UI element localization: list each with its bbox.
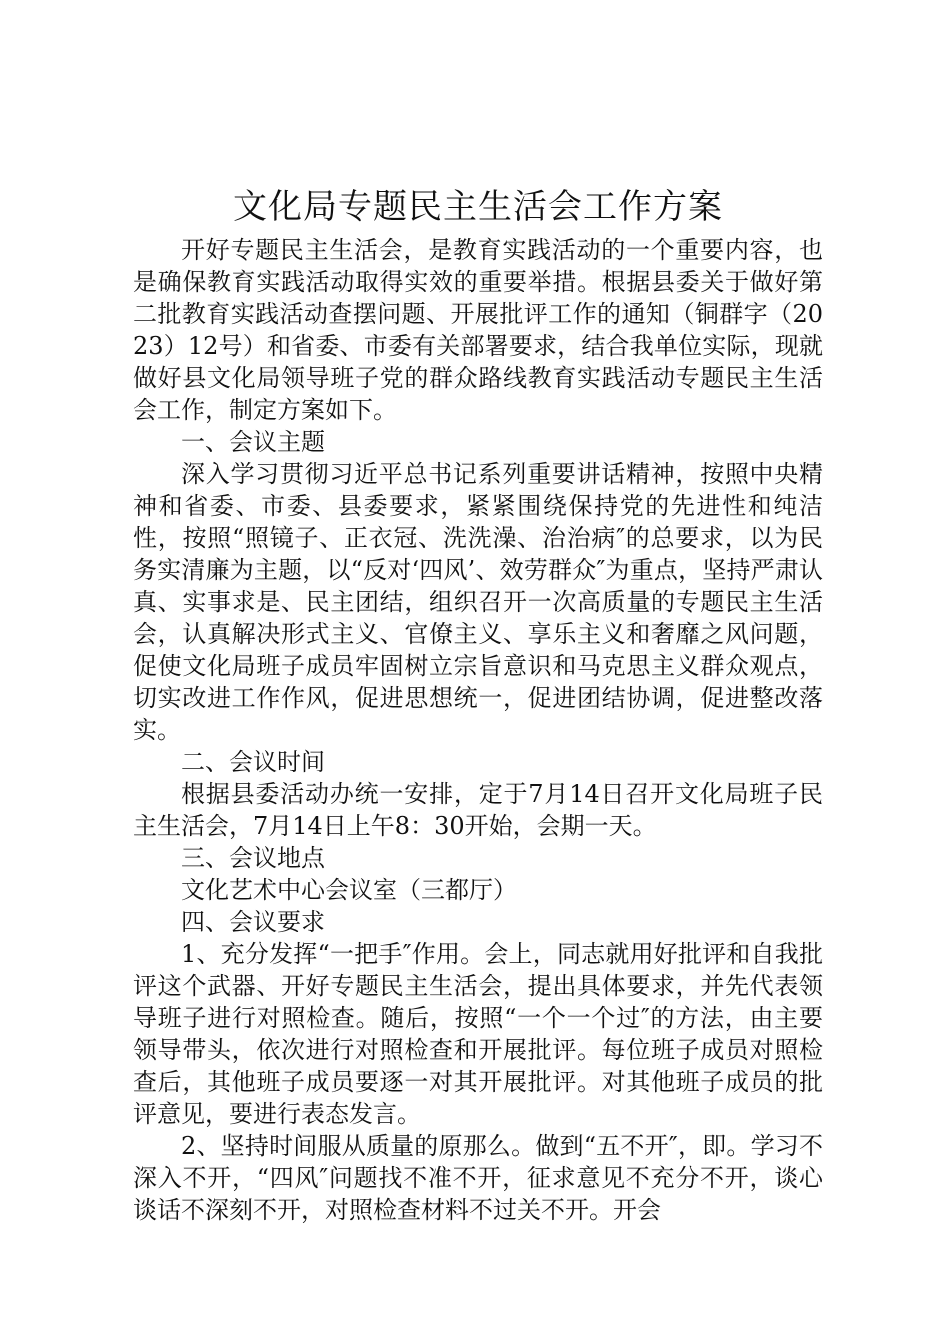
section-4-item-1: 1、充分发挥“一把手″作用。会上，同志就用好批评和自我批评这个武器、开好专题民主生活会，提出具体要求，并先代表领导班子进行对照检查。随后，按照“一个一个过″的方法，由主要领导带头，依次进行对照检查和开展批评。每位班子成员对照检查后，其他班子成员要逐一对其开展批评。对其他班子成员的批评意见，要进行表态发言。 xyxy=(133,940,823,1128)
section-1-body: 深入学习贯彻习近平总书记系列重要讲话精神，按照中央精神和省委、市委、县委要求，紧紧围绕保持党的先进性和纯洁性，按照“照镜子、正衣冠、洗洗澡、治治病″的总要求，以为民务实清廉为主题，以“反对‘四风’、效劳群众″为重点，坚持严肃认真、实事求是、民主团结，组织召开一次高质量的专题民主生活会，认真解决形式主义、官僚主义、享乐主义和奢靡之风问题，促使文化局班子成员牢固树立宗旨意识和马克思主义群众观点，切实改进工作作风，促进思想统一，促进团结协调，促进整改落实。 xyxy=(133,460,823,744)
section-3-body: 文化艺术中心会议室（三都厅） xyxy=(181,876,517,904)
section-2-heading: 二、会议时间 xyxy=(181,748,325,776)
section-4-item-2: 2、坚持时间服从质量的原那么。做到“五不开″，即。学习不深入不开，“四风″问题找不准不开，征求意见不充分不开，谈心谈话不深刻不开，对照检查材料不过关不开。开会 xyxy=(133,1132,823,1224)
section-4-heading: 四、会议要求 xyxy=(181,908,325,936)
intro-paragraph: 开好专题民主生活会，是教育实践活动的一个重要内容，也是确保教育实践活动取得实效的重要举措。根据县委关于做好第二批教育实践活动查摆问题、开展批评工作的通知（铜群字（2023）12号）和省委、市委有关部署要求，结合我单位实际，现就做好县文化局领导班子党的群众路线教育实践活动专题民主生活会工作，制定方案如下。 xyxy=(133,236,823,424)
document-page xyxy=(133,180,823,1226)
section-1-heading: 一、会议主题 xyxy=(181,428,325,456)
section-2-body: 根据县委活动办统一安排，定于7月14日召开文化局班子民主生活会，7月14日上午8：30开始，会期一天。 xyxy=(133,780,823,840)
document-title: 文化局专题民主生活会工作方案 xyxy=(233,187,723,227)
section-3-heading: 三、会议地点 xyxy=(181,844,325,872)
